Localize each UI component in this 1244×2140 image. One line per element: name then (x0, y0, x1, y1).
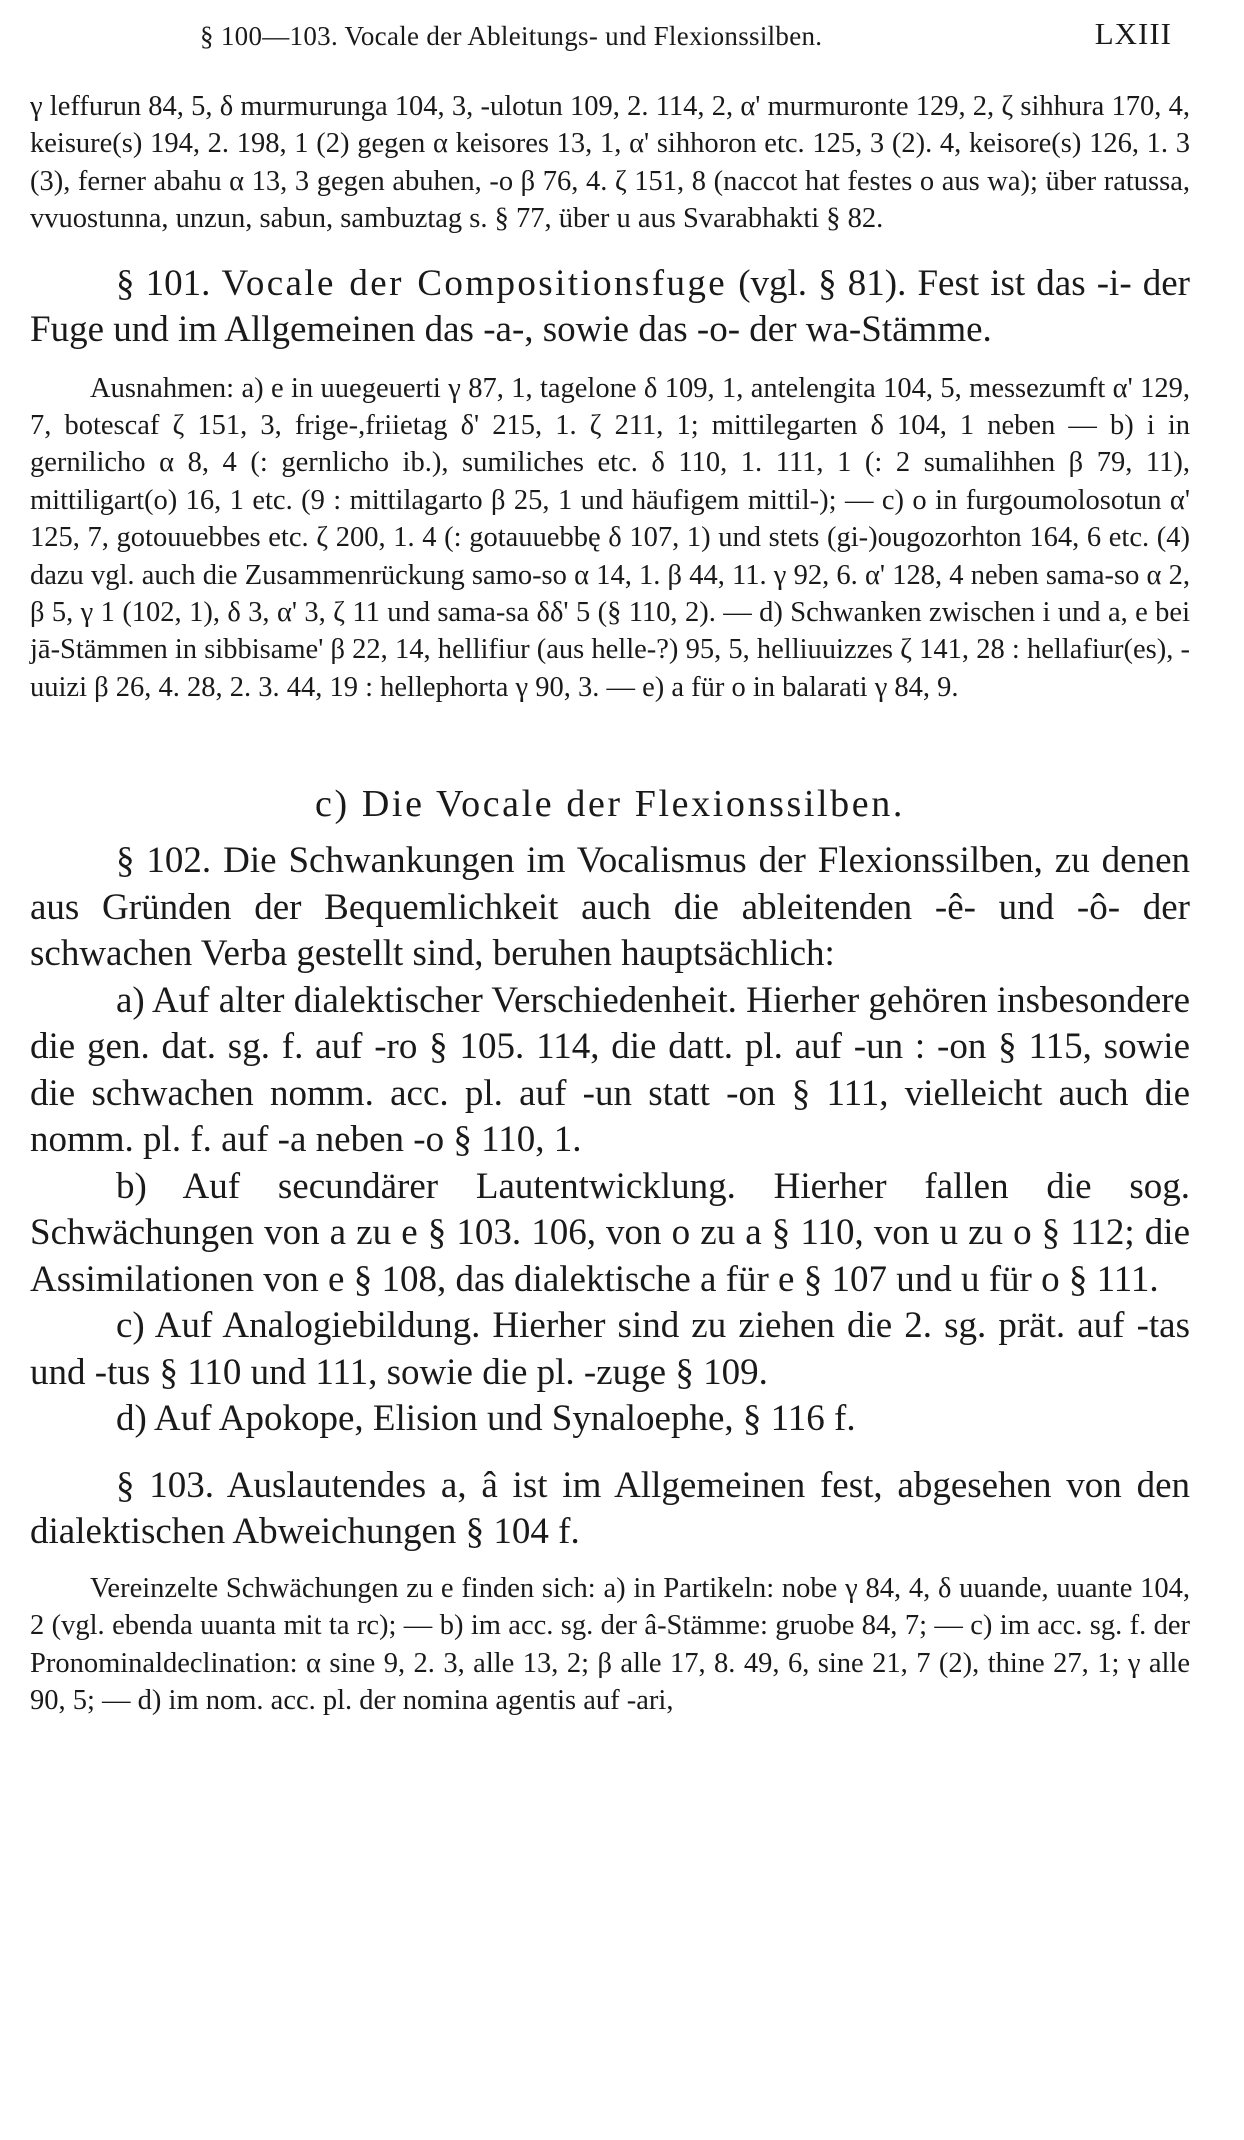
vereinzelte-paragraph: Vereinzelte Schwächungen zu e finden sich: a) in Partikeln: nobe γ 84, 4, δ uuande, uuante 104, 2 (vgl. ebenda uuanta mit ta rc); — b) im acc. sg. der â-Stämme: gruobe 84, 7; — c) im acc. sg. f. der Pronominaldeclination: α sine 9, 2. 3, alle 13, 2; β alle 17, 8. 49, 6, sine 21, 7 (2), thine 27, 1; γ alle 90, 5; — d) im nom. acc. pl. der nomina agentis auf -ari, (30, 1572, 1190, 1716)
section-101 (30, 261, 1190, 354)
section-102-c: c) Auf Analogiebildung. Hierher sind zu ziehen die 2. sg. prät. auf -tas und -tus § 110 und 111, sowie die pl. -zuge § 109. (30, 1305, 1190, 1393)
section-102-d: d) Auf Apokope, Elision und Synaloephe, § 116 f. (116, 1398, 856, 1440)
page-number: LXIII (1094, 16, 1172, 51)
header-title: § 100—103. Vocale der Ableitungs- und Flexionssilben. (200, 21, 823, 51)
running-header (30, 0, 1190, 52)
section-102: § 102. Die Schwankungen im Vocalismus der Flexionssilben, zu denen aus Gründen der Bequemlichkeit auch die ableitenden -ê- und -ô- der schwachen Verba gestellt sind, beruhen hauptsächlich: (30, 840, 1190, 975)
section-101-title: Vocale der Compositionsfuge (221, 262, 728, 304)
section-101-number: § 101. (116, 262, 211, 304)
ausnahmen-paragraph: Ausnahmen: a) e in uuegeuerti γ 87, 1, tagelone δ 109, 1, antelengita 104, 5, messezumft α' 129, 7, botescaf ζ 151, 3, frige-,friietag δ' 215, 1. ζ 211, 1; mittilegarten δ 104, 1 neben — b) i in gernilicho α 8, 4 (: gernlicho ib.), sumiliches etc. δ 110, 1. 111, 1 (: 2 sumalihhen β 79, 11), mittiligart(o) 16, 1 etc. (9 : mittilagarto β 25, 1 und häufigem mittil-); — c) o in furgoumolosotun α' 125, 7, gotouuebbes etc. ζ 200, 1. 4 (: gotauuebbę δ 107, 1) und stets (gi-)ougozorhton 164, 6 etc. (4) dazu vgl. auch die Zusammenrückung samo-so α 14, 1. β 44, 11. γ 92, 6. α' 128, 4 neben sama-so α 2, β 5, γ 1 (102, 1), δ 3, α' 3, ζ 11 und sama-sa δδ' 5 (§ 110, 2). — d) Schwanken zwischen i und a, e bei jā-Stämmen in sibbisame' β 22, 14, hellifiur (aus helle-?) 95, 5, helliuuizzes ζ 141, 28 : hellafiur(es), -uuizi β 26, 4. 28, 2. 3. 44, 19 : hellephorta γ 90, 3. — e) a für o in balarati γ 84, 9. (30, 372, 1190, 703)
subheading: c) Die Vocale der Flexionssilben. (315, 783, 905, 826)
section-103: § 103. Auslautendes a, â ist im Allgemeinen fest, abgesehen von den dialektischen Abweichungen § 104 f. (30, 1464, 1190, 1553)
section-102-b: b) Auf secundärer Lautentwicklung. Hierher fallen die sog. Schwächungen von a zu e § 103. 106, von o zu a § 110, von u zu o § 112; die Assimilationen von e § 108, das dialektische a für e § 107 und u für o § 111. (30, 1165, 1190, 1300)
section-101-text: (vgl. § 81). Fest ist das -i- der Fuge und im Allgemeinen das -a-, sowie das -o- der wa-Stämme. (30, 262, 1190, 351)
paragraph-continuation: γ leffurun 84, 5, δ murmurunga 104, 3, -ulotun 109, 2. 114, 2, α' murmuronte 129, 2, ζ sihhura 170, 4, keisure(s) 194, 2. 198, 1 (2) gegen α keisores 13, 1, α' sihhoron etc. 125, 3 (2). 4, keisore(s) 126, 1. 3 (3), ferner abahu α 13, 3 gegen abuhen, -o β 76, 4. ζ 151, 8 (naccot hat festes o aus wa); über ratussa, vvuostunna, unzun, sabun, sambuztag s. § 77, über u aus Svarabhakti § 82. (30, 91, 1190, 235)
section-102-a: a) Auf alter dialektischer Verschiedenheit. Hierher gehören insbesondere die gen. dat. sg. f. auf -ro § 105. 114, die datt. pl. auf -un : -on § 115, sowie die schwachen nomm. acc. pl. auf -un statt -on § 111, vielleicht auch die nomm. pl. f. auf -a neben -o § 110, 1. (30, 979, 1190, 1161)
book-page (30, 0, 1190, 2140)
